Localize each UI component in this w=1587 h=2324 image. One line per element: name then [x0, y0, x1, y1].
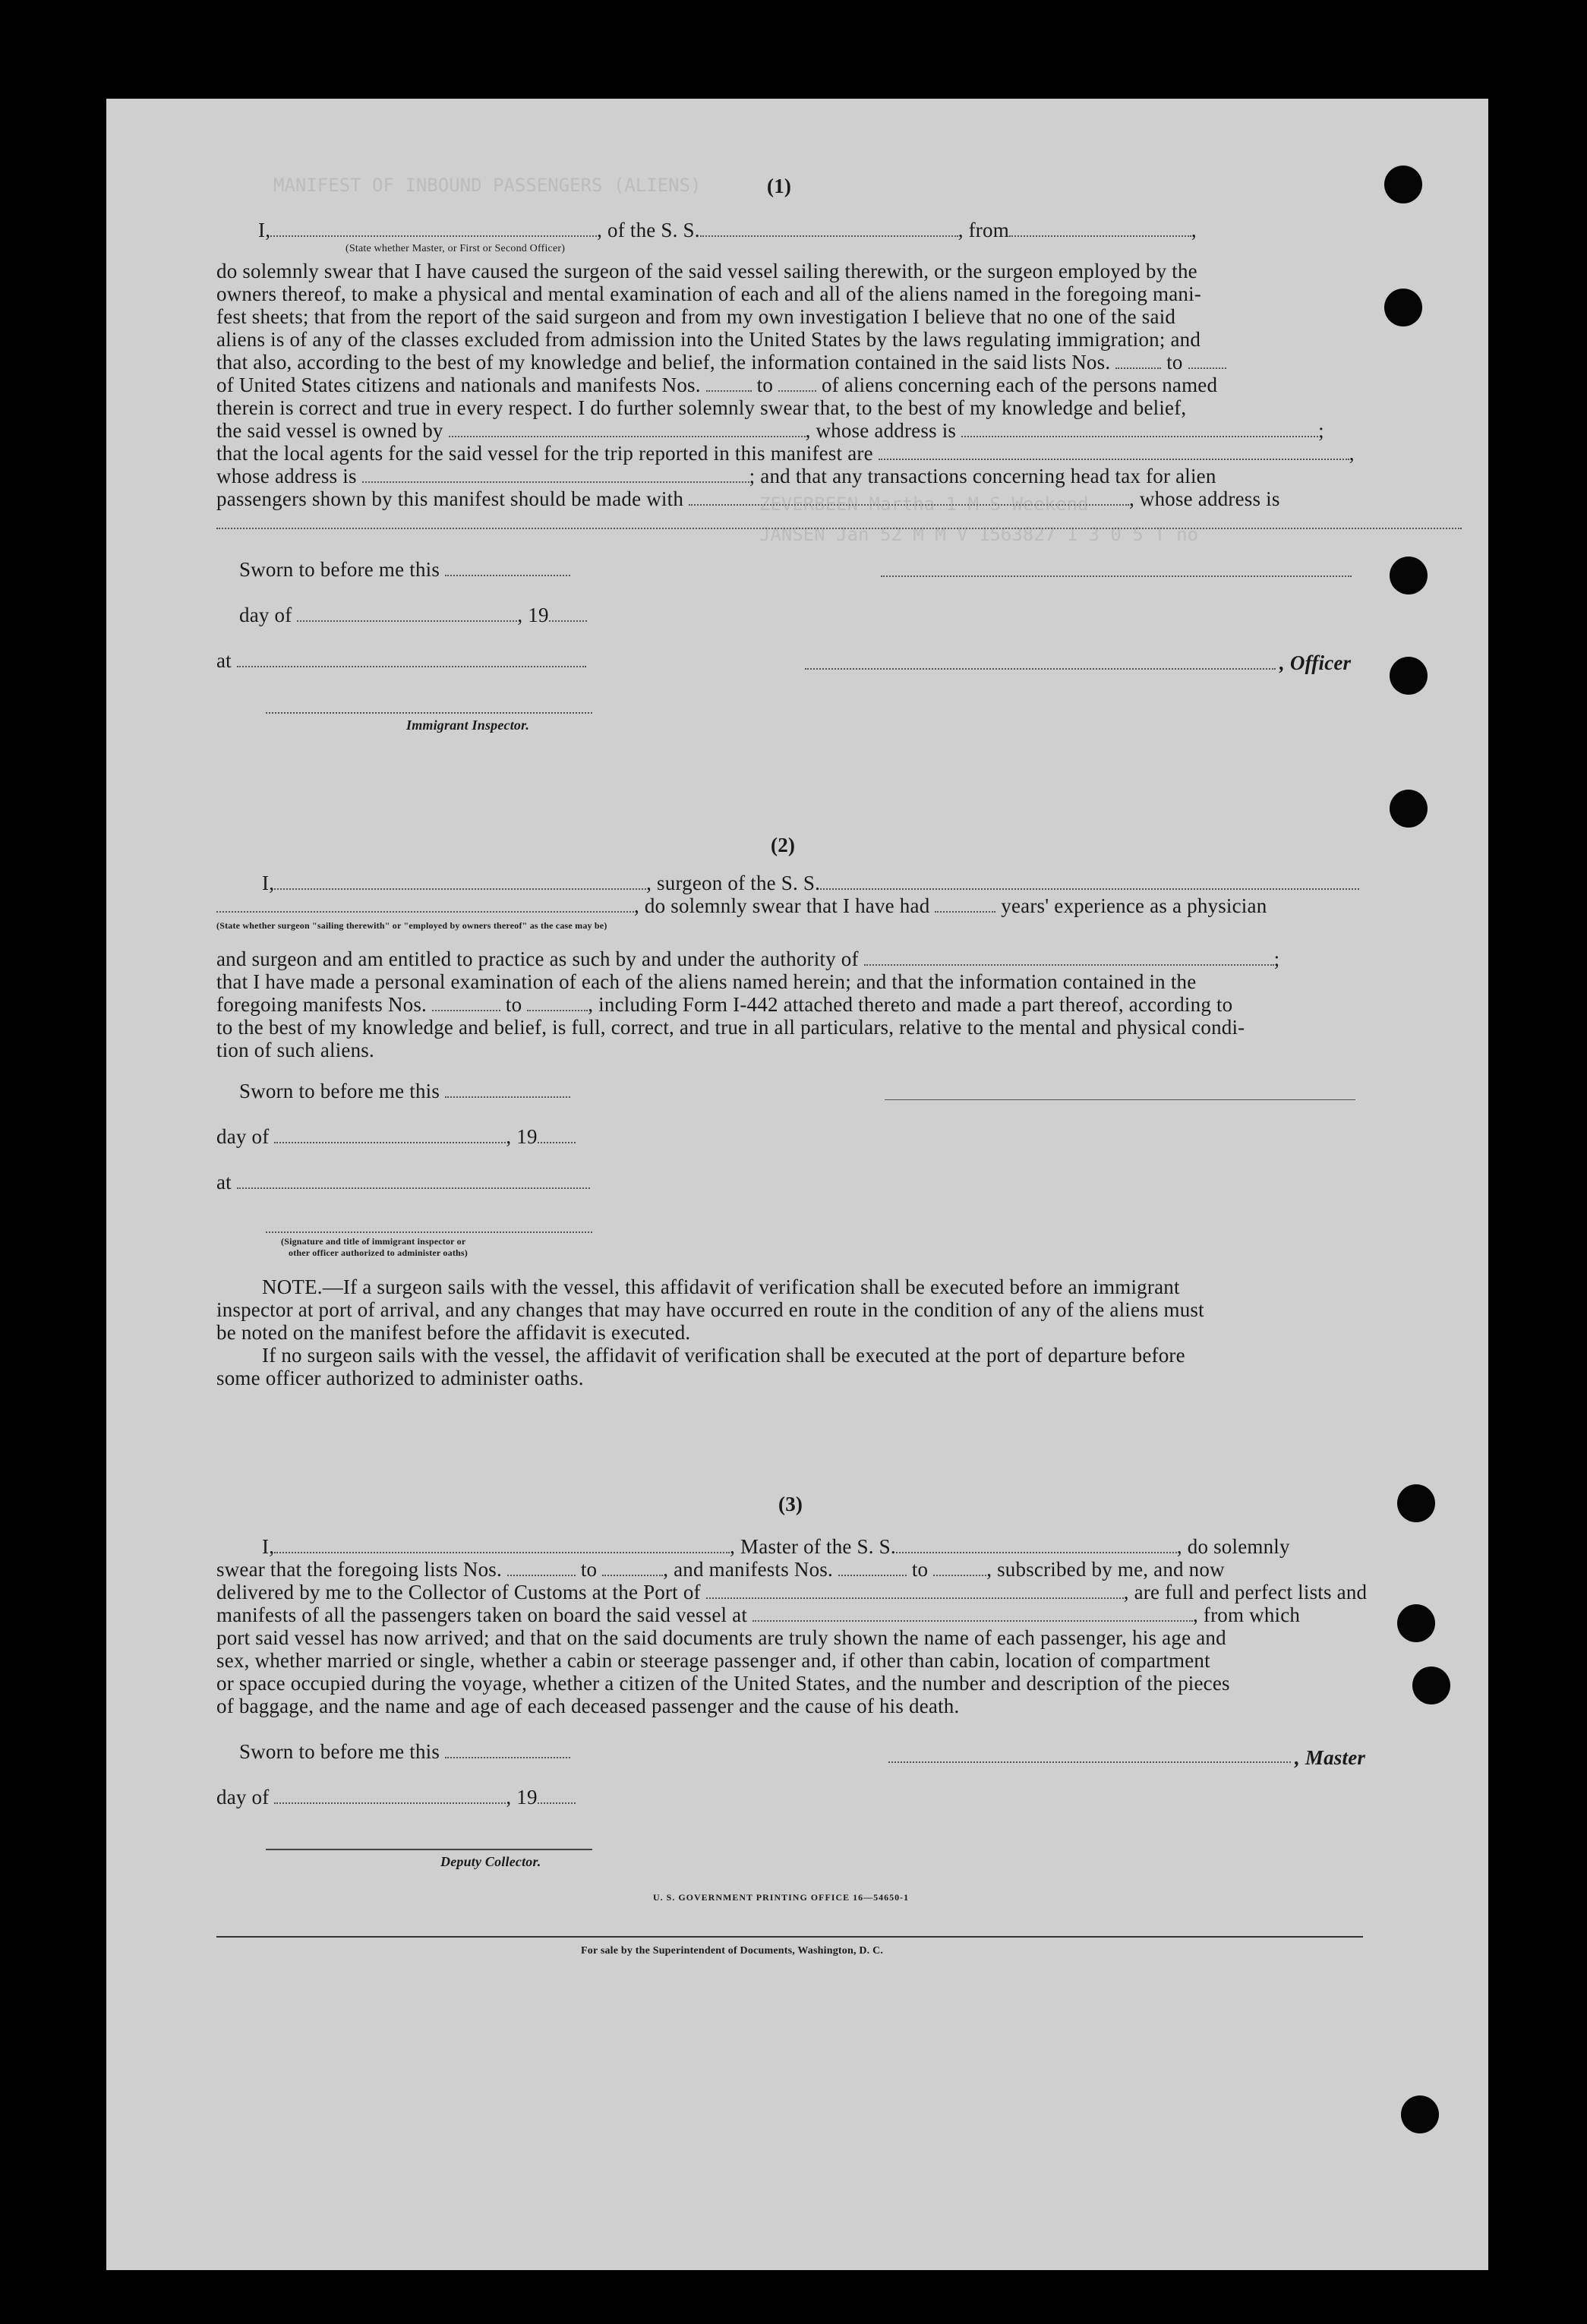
surgeon-manifests-from-field[interactable] — [432, 995, 500, 1011]
deputy-collector-label: Deputy Collector. — [440, 1854, 541, 1869]
master-name-field[interactable] — [274, 1537, 730, 1553]
signature-caption: other officer authorized to administer oaths) — [289, 1247, 468, 1258]
section-1-para-line: owners thereof, to make a physical and mental examination of each and all of the aliens named in the foregoing mani- — [216, 282, 1201, 305]
section-1-para-line: passengers shown by this manifest should be made with , whose address is — [216, 487, 1280, 510]
day-of-label: day of , 19 — [216, 1786, 576, 1808]
month-field[interactable] — [274, 1787, 506, 1804]
surgeon-manifests-to-field[interactable] — [527, 995, 588, 1011]
inspector-signature-line[interactable] — [266, 1231, 592, 1233]
section-3-number: (3) — [778, 1493, 803, 1515]
for-sale-line: For sale by the Superintendent of Documents, Washington, D. C. — [581, 1945, 884, 1957]
section-2-line-1: I, , surgeon of the S. S. — [262, 872, 1359, 894]
section-3-para-line: port said vessel has now arrived; and that on the said documents are truly shown the name of each passenger, his age and — [216, 1626, 1226, 1649]
section-3-para-line: of baggage, and the name and age of each deceased passenger and the cause of his death. — [216, 1695, 960, 1717]
master-manifests-to-field[interactable] — [933, 1559, 986, 1576]
section-2-line-2: , do solemnly swear that I have had years' experience as a physician — [216, 894, 1267, 917]
officer-label: , Officer — [1279, 651, 1352, 674]
master-lists-from-field[interactable] — [507, 1559, 576, 1576]
agents-address-field[interactable] — [362, 466, 749, 483]
section-2-para-line: tion of such aliens. — [216, 1039, 374, 1061]
lists-from-field[interactable] — [1115, 352, 1161, 369]
month-field[interactable] — [297, 605, 517, 622]
section-3-para-line: manifests of all the passengers taken on board the said vessel at , from which — [216, 1603, 1301, 1626]
officer-name-line[interactable] — [805, 668, 1276, 670]
section-1-para-line: fest sheets; that from the report of the said surgeon and from my own investigation I believe that no one of the said — [216, 305, 1176, 328]
immigrant-inspector-label: Immigrant Inspector. — [406, 717, 530, 733]
punch-hole — [1397, 1604, 1435, 1642]
departure-port-field[interactable] — [1009, 220, 1191, 237]
section-3-para-line: delivered by me to the Collector of Customs at the Port of , are full and perfect lists and — [216, 1581, 1368, 1603]
punch-hole — [1397, 1484, 1435, 1522]
year-field[interactable] — [538, 1127, 576, 1143]
signature-caption: (Signature and title of immigrant inspector or — [281, 1236, 466, 1247]
section-2-para-line: foregoing manifests Nos. to , including Form I-442 attached thereto and made a part thereof, according to — [216, 993, 1233, 1016]
sworn-date-field[interactable] — [445, 560, 570, 576]
sworn-label: Sworn to before me this — [239, 1080, 570, 1102]
section-2-para-line: to the best of my knowledge and belief, is full, correct, and true in all particulars, relative to the mental and physical condi- — [216, 1016, 1245, 1039]
embark-port-field[interactable] — [752, 1605, 1193, 1622]
printing-office-line: U. S. GOVERNMENT PRINTING OFFICE 16—54650-1 — [653, 1892, 910, 1903]
inspector-signature-line[interactable] — [266, 712, 592, 714]
manifests-from-field[interactable] — [706, 375, 752, 392]
section-1-line-1: I, , of the S. S. , from , — [258, 219, 1197, 241]
vessel-name-field[interactable] — [700, 220, 958, 237]
master-signature-line[interactable] — [888, 1761, 1291, 1763]
year-field[interactable] — [549, 605, 587, 622]
punch-hole — [1384, 166, 1422, 203]
month-field[interactable] — [274, 1127, 506, 1143]
surgeon-status-field[interactable] — [216, 896, 634, 913]
lists-to-field[interactable] — [1188, 352, 1226, 369]
bleed-through-text: ZEVERBEEN Martha 1 M S Weekend — [759, 493, 1089, 515]
section-1-para-line: that also, according to the best of my knowledge and belief, the information contained in the said lists Nos. to — [216, 351, 1226, 374]
master-vessel-field[interactable] — [896, 1537, 1177, 1553]
sworn-label: Sworn to before me this — [239, 1740, 570, 1763]
day-of-label: day of , 19 — [216, 1125, 576, 1148]
section-2-caption: (State whether surgeon "sailing therewith" or "employed by owners thereof" as the case may be) — [216, 920, 607, 931]
note-line: some officer authorized to administer oaths. — [216, 1367, 584, 1389]
bleed-through-text: MANIFEST OF INBOUND PASSENGERS (ALIENS) — [273, 175, 702, 196]
sworn-date-field[interactable] — [445, 1742, 570, 1758]
document-page — [106, 99, 1488, 2270]
sworn-label: Sworn to before me this — [239, 558, 570, 581]
section-2-para-line: that I have made a personal examination of each of the aliens named herein; and that the information contained in the — [216, 970, 1197, 993]
punch-hole — [1390, 657, 1428, 695]
at-label: at — [216, 1171, 590, 1194]
section-3-para-line: swear that the foregoing lists Nos. to , and manifests Nos. to , subscribed by me, and now — [216, 1558, 1225, 1581]
footer-rule — [216, 1936, 1363, 1938]
punch-hole — [1412, 1667, 1450, 1704]
master-label: , Master — [1295, 1746, 1366, 1769]
section-1-para-line: whose address is ; and that any transactions concerning head tax for alien — [216, 465, 1216, 487]
bleed-through-text: JANSEN Jan 52 M M V 1563827 1 3 0 5 T no — [759, 524, 1198, 545]
owner-address-field[interactable] — [961, 421, 1318, 437]
section-1-para-line: that the local agents for the said vessel for the trip reported in this manifest are , — [216, 442, 1355, 465]
owner-field[interactable] — [449, 421, 806, 437]
punch-hole — [1401, 2095, 1439, 2133]
master-lists-to-field[interactable] — [602, 1559, 663, 1576]
section-3-line-1: I, , Master of the S. S. , do solemnly — [262, 1535, 1290, 1558]
day-of-label: day of , 19 — [239, 604, 587, 626]
section-1-para-line: do solemnly swear that I have caused the surgeon of the said vessel sailing therewith, or the surgeon employed by the — [216, 260, 1197, 282]
section-3-para-line: sex, whether married or single, whether a cabin or steerage passenger and, if other than cabin, location of compartment — [216, 1649, 1210, 1672]
section-2-para-line: and surgeon and am entitled to practice as such by and under the authority of ; — [216, 948, 1280, 970]
location-field[interactable] — [237, 1172, 590, 1189]
port-field[interactable] — [706, 1582, 1124, 1599]
year-field[interactable] — [538, 1787, 576, 1804]
manifests-to-field[interactable] — [778, 375, 816, 392]
note-line: If no surgeon sails with the vessel, the affidavit of verification shall be executed at the port of departure before — [262, 1344, 1185, 1367]
officer-rank-field[interactable] — [270, 220, 597, 237]
location-field[interactable] — [237, 651, 586, 667]
section-3-para-line: or space occupied during the voyage, whether a citizen of the United States, and the number and description of the pieces — [216, 1672, 1230, 1695]
surgeon-signature-line[interactable] — [885, 1099, 1355, 1100]
section-1-address-line[interactable] — [216, 528, 1462, 529]
section-1-para-line: aliens is of any of the classes excluded from admission into the United States by the laws regulating immigration; and — [216, 328, 1201, 351]
section-1-para-line: therein is correct and true in every respect. I do further solemnly swear that, to the best of my knowledge and belief, — [216, 396, 1187, 419]
note-line: inspector at port of arrival, and any changes that may have occurred en route in the condition of any of the aliens must — [216, 1298, 1204, 1321]
head-tax-party-field[interactable] — [689, 489, 1129, 506]
officer-signature-line[interactable] — [881, 575, 1352, 577]
note-line: NOTE.—If a surgeon sails with the vessel, this affidavit of verification shall be executed before an immigrant — [262, 1276, 1180, 1298]
note-line: be noted on the manifest before the affidavit is executed. — [216, 1321, 691, 1344]
at-label: at — [216, 649, 586, 672]
punch-hole — [1390, 790, 1428, 828]
master-manifests-from-field[interactable] — [838, 1559, 907, 1576]
section-1-para-line: the said vessel is owned by , whose address is ; — [216, 419, 1324, 442]
section-1-para-line: of United States citizens and nationals and manifests Nos. to of aliens concerning each of the persons named — [216, 374, 1218, 396]
section-1-number: (1) — [767, 175, 792, 197]
section-1-caption: (State whether Master, or First or Second Officer) — [345, 243, 566, 254]
surgeon-vessel-field[interactable] — [820, 873, 1359, 890]
collector-signature-line[interactable] — [266, 1849, 592, 1850]
punch-hole — [1390, 557, 1428, 594]
authority-field[interactable] — [864, 949, 1274, 966]
local-agents-field[interactable] — [879, 443, 1349, 460]
punch-hole — [1384, 289, 1422, 326]
section-2-number: (2) — [771, 834, 796, 856]
years-experience-field[interactable] — [935, 896, 995, 913]
sworn-date-field[interactable] — [445, 1081, 570, 1098]
surgeon-name-field[interactable] — [274, 873, 646, 890]
